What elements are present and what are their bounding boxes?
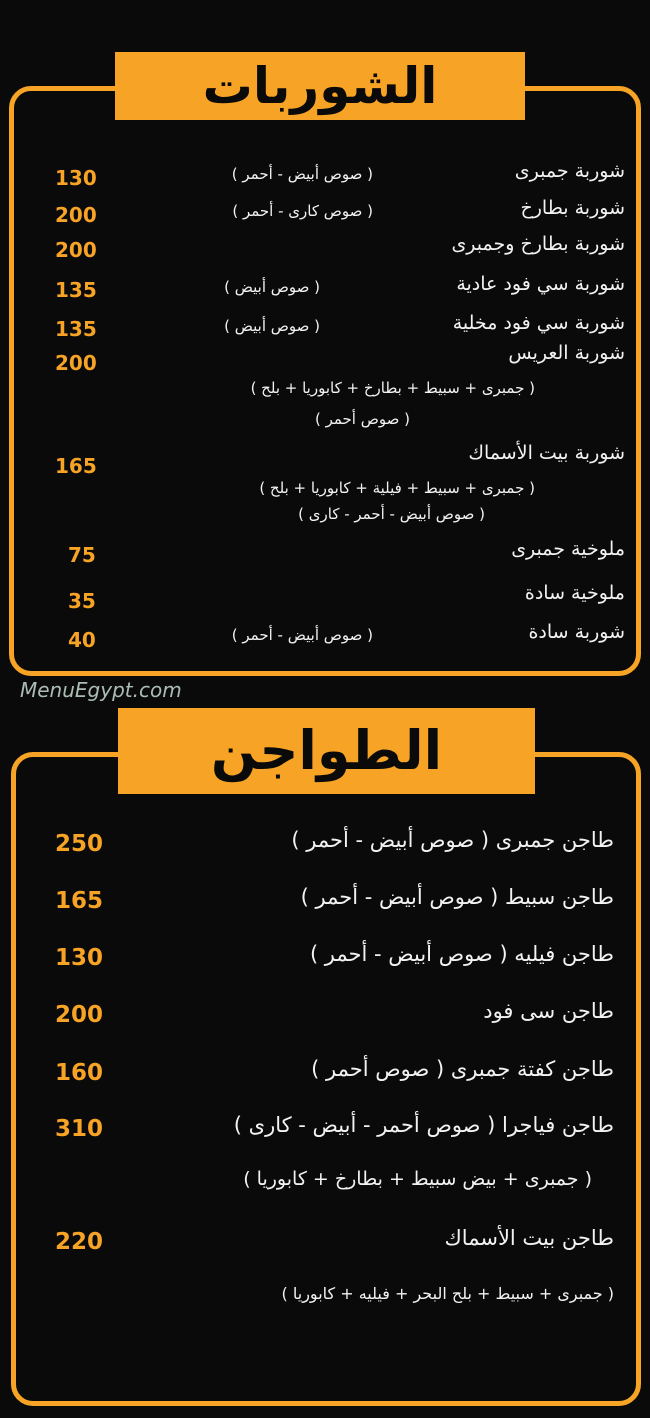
menu-item-sauce: ( صوص أبيض - أحمر ) <box>231 626 373 644</box>
menu-item-name: شوربة العريس <box>508 342 625 364</box>
menu-item-price: 135 <box>55 278 97 302</box>
menu-item-price: 200 <box>55 1002 104 1028</box>
soups-title: الشوربات <box>115 52 525 120</box>
menu-item-name: شوربة جمبرى <box>514 160 625 182</box>
menu-item-contents: ( جمبرى + بيض سبيط + بطارخ + كابوريا ) <box>243 1168 592 1190</box>
menu-item-sauce: ( صوص أبيض - أحمر - كارى ) <box>298 505 485 523</box>
menu-item-name: طاجن فيليه ( صوص أبيض - أحمر ) <box>309 942 614 966</box>
menu-item-name: ملوخية جمبرى <box>511 538 625 560</box>
menu-item-name: شوربة بيت الأسماك <box>468 442 625 464</box>
menu-item-price: 40 <box>68 628 96 652</box>
menu-item-price: 130 <box>55 945 104 971</box>
menu-item-name: طاجن كفتة جمبرى ( صوص أحمر ) <box>311 1057 614 1081</box>
menu-item-price: 165 <box>55 454 97 478</box>
menu-item-name: ملوخية سادة <box>524 582 625 604</box>
menu-item-price: 200 <box>55 238 97 262</box>
menu-item-price: 220 <box>55 1229 104 1255</box>
menu-item-price: 35 <box>68 589 96 613</box>
menu-item-sauce: ( صوص أبيض ) <box>224 317 320 335</box>
menu-item-price: 165 <box>55 888 104 914</box>
watermark-logo: MenuEgypt.com <box>20 678 182 702</box>
menu-item-sauce: ( صوص أحمر ) <box>314 410 410 428</box>
menu-item-price: 310 <box>55 1116 104 1142</box>
menu-item-name: طاجن فياجرا ( صوص أحمر - أبيض - كارى ) <box>233 1113 614 1137</box>
menu-item-name: طاجن جمبرى ( صوص أبيض - أحمر ) <box>291 828 614 852</box>
menu-item-contents: ( جمبرى + سبيط + فيلية + كابوريا + بلح ) <box>259 479 535 497</box>
menu-item-name: شوربة بطارخ وجمبرى <box>451 233 625 255</box>
menu-item-price: 135 <box>55 317 97 341</box>
menu-item-sauce: ( صوص أبيض - أحمر ) <box>231 165 373 183</box>
menu-item-contents: ( جمبرى + سبيط + بلح البحر + فيليه + كابوريا ) <box>281 1284 614 1303</box>
tagines-title: الطواجن <box>118 708 535 794</box>
menu-item-name: شوربة سادة <box>528 621 625 643</box>
menu-item-name: طاجن بيت الأسماك <box>444 1226 614 1250</box>
menu-item-name: شوربة بطارخ <box>520 197 625 219</box>
menu-item-sauce: ( صوص أبيض ) <box>224 278 320 296</box>
menu-item-sauce: ( صوص كارى - أحمر ) <box>232 202 373 220</box>
menu-item-price: 160 <box>55 1060 104 1086</box>
menu-item-name: طاجن سبيط ( صوص أبيض - أحمر ) <box>300 885 614 909</box>
menu-item-price: 250 <box>55 831 104 857</box>
menu-item-price: 200 <box>55 203 97 227</box>
menu-item-price: 130 <box>55 166 97 190</box>
menu-item-price: 200 <box>55 351 97 375</box>
menu-item-name: شوربة سي فود مخلية <box>452 312 625 334</box>
menu-item-name: طاجن سى فود <box>483 999 614 1023</box>
menu-item-price: 75 <box>68 543 96 567</box>
menu-item-contents: ( جمبرى + سبيط + بطارخ + كابوريا + بلح ) <box>250 379 535 397</box>
menu-item-name: شوربة سي فود عادية <box>456 273 625 295</box>
